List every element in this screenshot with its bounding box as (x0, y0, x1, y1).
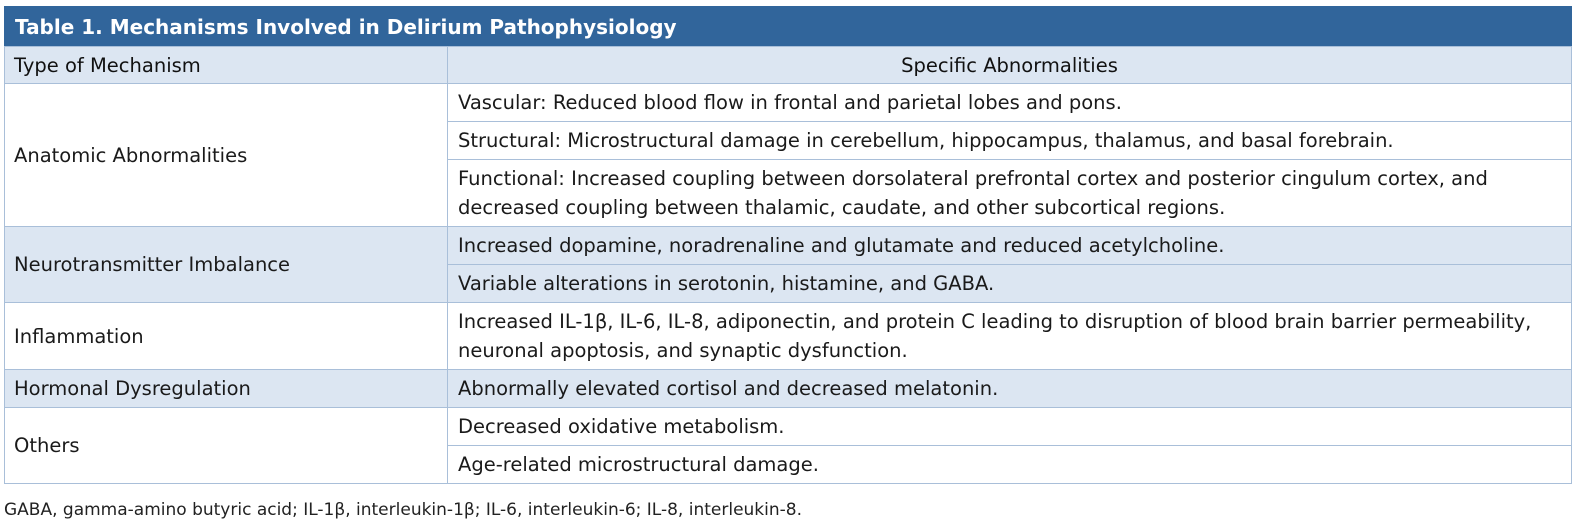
mechanisms-table (4, 46, 1572, 484)
table-header-row (5, 47, 1572, 84)
mechanisms-table-container (4, 6, 1572, 484)
mechanism-hormonal-dysregulation: Hormonal Dysregulation (5, 370, 448, 408)
mechanism-inflammation: Inflammation (5, 303, 448, 370)
abnormality-cell: Age-related microstructural damage. (448, 446, 1572, 484)
table-row (5, 370, 1572, 408)
mechanism-neurotransmitter-imbalance: Neurotransmitter Imbalance (5, 227, 448, 303)
abnormality-cell: Vascular: Reduced blood flow in frontal and parietal lobes and pons. (448, 84, 1572, 122)
abnormality-cell: Abnormally elevated cortisol and decreased melatonin. (448, 370, 1572, 408)
table-row (5, 303, 1572, 370)
abnormality-cell: Structural: Microstructural damage in cerebellum, hippocampus, thalamus, and basal forebrain. (448, 122, 1572, 160)
mechanism-anatomic-abnormalities: Anatomic Abnormalities (5, 84, 448, 227)
abnormality-cell: Decreased oxidative metabolism. (448, 408, 1572, 446)
table-row (5, 84, 1572, 122)
table-title: Table 1. Mechanisms Involved in Delirium Pathophysiology (4, 6, 1572, 46)
table-footnote: GABA, gamma-amino butyric acid; IL-1β, interleukin-1β; IL-6, interleukin-6; IL-8, interleukin-8. (4, 500, 803, 520)
header-specific-abnormalities: Specific Abnormalities (448, 47, 1572, 84)
table-row (5, 227, 1572, 265)
table-row (5, 408, 1572, 446)
abnormality-cell: Functional: Increased coupling between dorsolateral prefrontal cortex and posterior cingulum cortex, and decreased coupling between thalamic, caudate, and other subcortical regions. (448, 160, 1572, 227)
header-type-of-mechanism: Type of Mechanism (5, 47, 448, 84)
abnormality-cell: Increased IL-1β, IL-6, IL-8, adiponectin, and protein C leading to disruption of blood brain barrier permeability, neuronal apoptosis, and synaptic dysfunction. (448, 303, 1572, 370)
abnormality-cell: Variable alterations in serotonin, histamine, and GABA. (448, 265, 1572, 303)
mechanism-others: Others (5, 408, 448, 484)
abnormality-cell: Increased dopamine, noradrenaline and glutamate and reduced acetylcholine. (448, 227, 1572, 265)
